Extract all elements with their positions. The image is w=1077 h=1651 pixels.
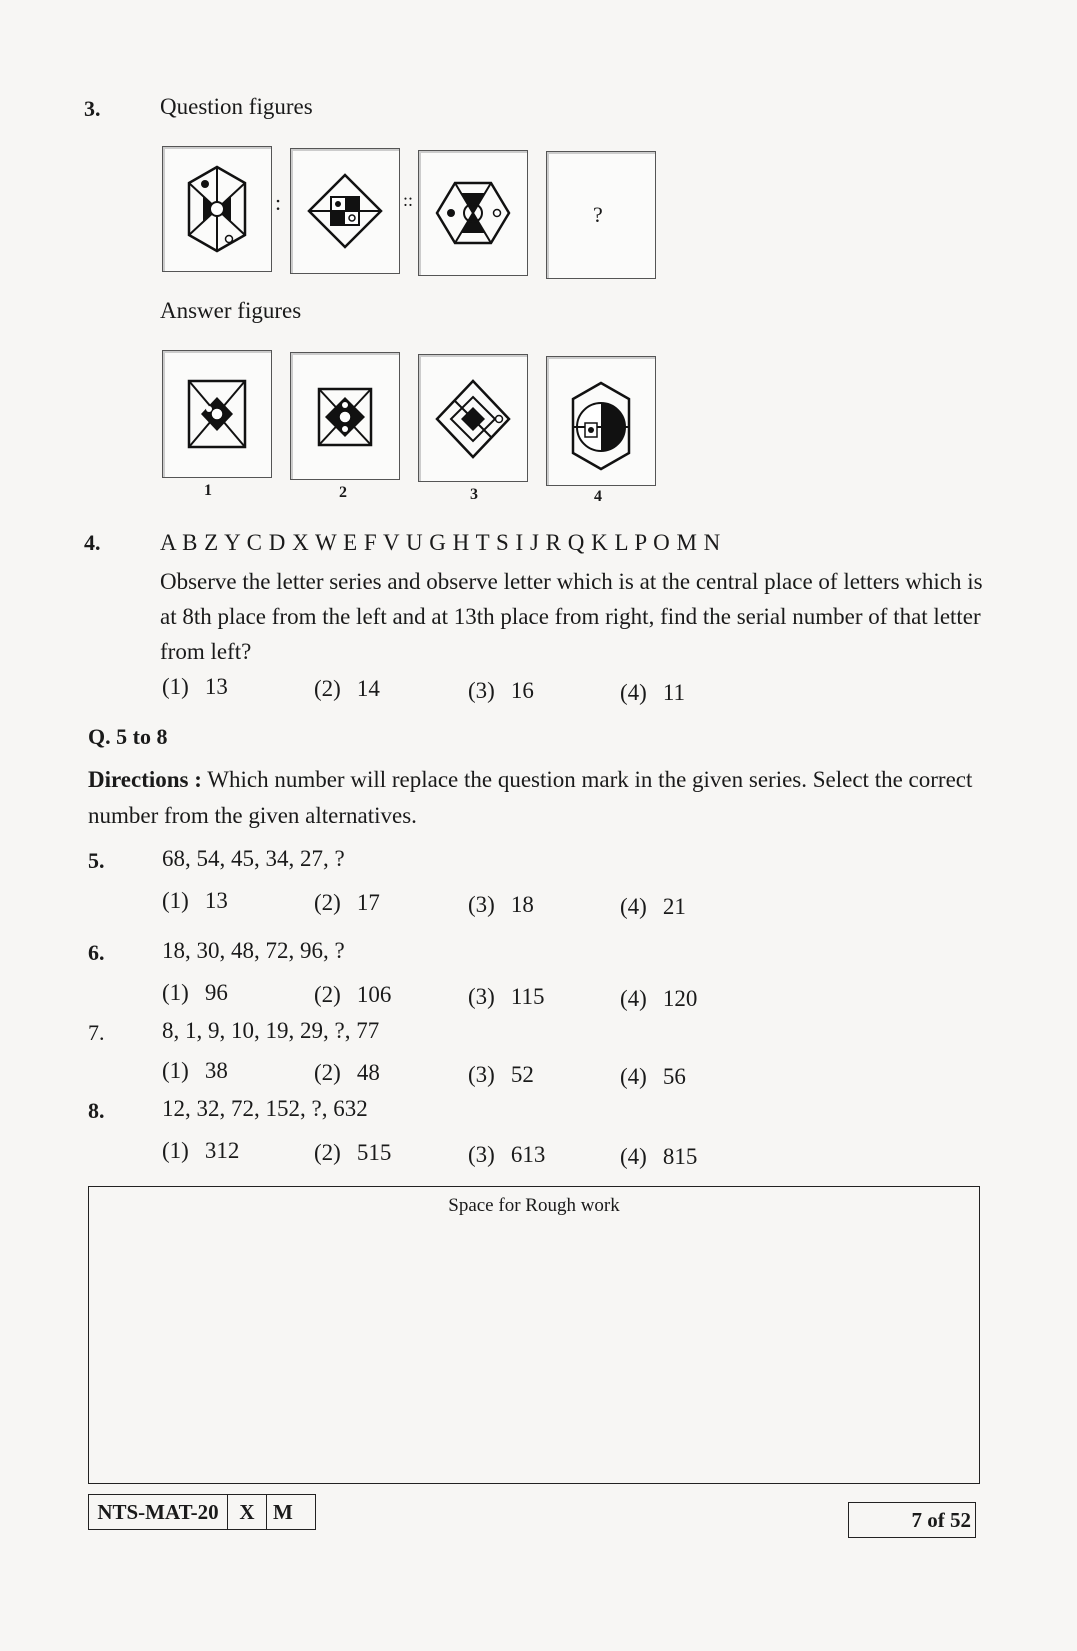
question-7-number: 7. [88,1020,105,1045]
question-4-series: A B Z Y C D X W E F V U G H T S I J R Q K L P O M N [160,530,721,555]
question-mark: ? [593,202,603,227]
question-figure-2 [290,148,400,274]
q4-option-3[interactable]: (3) 16 [468,678,534,703]
question-8-number: 8. [88,1098,105,1123]
question-8-series: 12, 32, 72, 152, ?, 632 [162,1096,368,1121]
rough-work-label: Space for Rough work [448,1195,620,1216]
q7-option-3[interactable]: (3) 52 [468,1062,534,1087]
question-5-series: 68, 54, 45, 34, 27, ? [162,846,345,871]
q8-option-3[interactable]: (3) 613 [468,1142,546,1167]
q8-option-2[interactable]: (2) 515 [314,1140,392,1165]
q4-option-1[interactable]: (1) 13 [162,674,228,699]
section-directions: Directions : Which number will replace the question mark in the given series. Select the correct number from the given alternatives. [88,767,973,828]
section-title: Q. 5 to 8 [88,724,168,749]
answer-figure-3 [418,354,528,482]
answer-figure-2 [290,352,400,480]
q7-option-4[interactable]: (4) 56 [620,1064,686,1089]
q4-option-2[interactable]: (2) 14 [314,676,380,701]
question-7-series: 8, 1, 9, 10, 19, 29, ?, 77 [162,1018,380,1043]
answer-number-2: 2 [339,484,347,501]
question-4-number: 4. [84,530,101,555]
q6-option-2[interactable]: (2) 106 [314,982,392,1007]
question-figures-label: Question figures [160,94,313,119]
q5-option-2[interactable]: (2) 17 [314,890,380,915]
question-figure-3 [418,150,528,276]
answer-number-4: 4 [594,488,602,505]
question-4-text: Observe the letter series and observe letter which is at the central place of letters which is at 8th place from the left and at 13th place from right, find the serial number of that letter from left? [160,569,983,664]
ratio-separator: : [275,190,282,215]
paper-code-box [88,1494,316,1530]
paper-cell-x: X [228,1495,267,1529]
q6-option-4[interactable]: (4) 120 [620,986,698,1011]
question-5-number: 5. [88,848,105,873]
answer-figures-label: Answer figures [160,298,302,323]
analogy-separator: :: [403,190,414,210]
page-number-box [848,1502,976,1538]
paper-code: NTS-MAT-20 [89,1495,228,1529]
answer-figure-4 [546,356,656,486]
q5-option-3[interactable]: (3) 18 [468,892,534,917]
question-6-number: 6. [88,940,105,965]
q8-option-4[interactable]: (4) 815 [620,1144,698,1169]
answer-number-1: 1 [204,482,212,499]
question-figure-4 [546,151,656,279]
q8-option-1[interactable]: (1) 312 [162,1138,240,1163]
q5-option-1[interactable]: (1) 13 [162,888,228,913]
q7-option-2[interactable]: (2) 48 [314,1060,380,1085]
question-3-number: 3. [84,96,101,121]
q7-option-1[interactable]: (1) 38 [162,1058,228,1083]
q5-option-4[interactable]: (4) 21 [620,894,686,919]
paper-cell-m: M [273,1499,293,1524]
answer-figure-1 [162,350,272,478]
rough-work-box [88,1186,980,1484]
page-number: 7 of 52 [911,1507,971,1532]
q4-option-4[interactable]: (4) 11 [620,680,685,705]
question-figure-1 [162,146,272,272]
q6-option-3[interactable]: (3) 115 [468,984,545,1009]
answer-number-3: 3 [470,486,478,503]
q6-option-1[interactable]: (1) 96 [162,980,228,1005]
question-6-series: 18, 30, 48, 72, 96, ? [162,938,345,963]
